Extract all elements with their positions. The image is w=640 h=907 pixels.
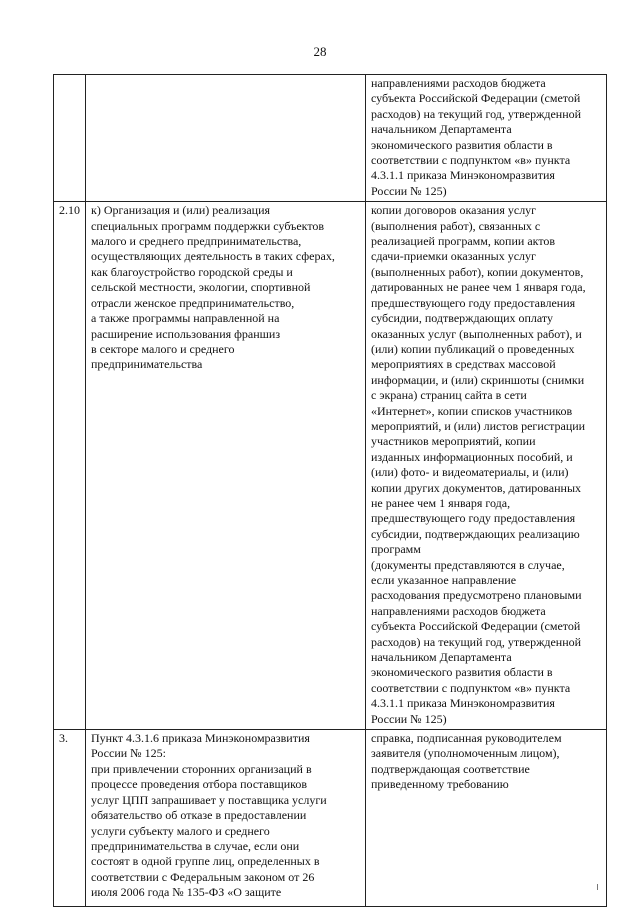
description-cell [86, 75, 366, 202]
documents-cell [366, 730, 607, 907]
table-row [54, 202, 607, 730]
row-documents: направлениями расходов бюджета субъекта Российской Федерации (сметой расходов) на текущий год, утвержденной начальником Департамента экономического развития области в соответствии с подпунктом «в» пункта 4.3.1.1 приказа Минэкономразвития России № 125) [371, 76, 582, 198]
row-number: 2.10 [59, 203, 80, 218]
description-cell [86, 730, 366, 907]
table-row [54, 730, 607, 907]
page-number: 28 [313, 44, 327, 59]
row-description: к) Организация и (или) реализация специальных программ поддержки субъектов малого и среднего предпринимательства, осуществляющих деятельность в таких сферах, как благоустройство городской среды и сельской местности, экологии, спортивной отрасли женское предпринимательство, а также программы направленной на расширение использования франшиз в секторе малого и среднего предпринимательства [91, 203, 335, 372]
row-number-cell [54, 202, 86, 730]
row-documents: копии договоров оказания услуг (выполнения работ), связанных с реализацией программ, копии актов сдачи-приемки оказанных услуг (выполненных работ), копии документов, датированных не ранее чем 1 января года, предшествующего году предоставления субсидии, подтверждающих оплату оказанных услуг (выполненных работ), и (или) копии публикаций о проведенных мероприятиях в средствах массовой информации, и (или) скриншоты (снимки с экрана) страниц сайта в сети «Интернет», копии списков участников мероприятий, и (или) листов регистрации участников мероприятий, копии изданных информационных пособий, и (или) фото- и видеоматериалы, и (или) копии других документов, датированных не ранее чем 1 января года, предшествующего году предоставления субсидии, подтверждающих реализацию программ (документы представляются в случае, если указанное направление расходования предусмотрено плановыми направлениями расходов бюджета субъекта Российской Федерации (сметой расходов) на текущий год, утвержденной начальником Департамента экономического развития области в соответствии с подпунктом «в» пункта 4.3.1.1 приказа Минэкономразвития России № 125) [371, 203, 586, 726]
documents-cell [366, 202, 607, 730]
row-number-cell [54, 730, 86, 907]
requirements-table [53, 74, 607, 907]
scan-mark [597, 884, 598, 890]
row-number: 3. [59, 731, 68, 746]
description-cell [86, 202, 366, 730]
table-row [54, 75, 607, 202]
row-description: Пункт 4.3.1.6 приказа Минэкономразвития России № 125: при привлечении сторонних организаций в процессе проведения отбора поставщиков услуг ЦПП запрашивает у поставщика услуги обязательство об отказе в предоставлении услуги субъекту малого и среднего предпринимательства в случае, если они состоят в одной группе лиц, определенных в соответствии с Федеральным законом от 26 июля 2006 года № 135-ФЗ «О защите [91, 731, 327, 900]
row-number-cell [54, 75, 86, 202]
documents-cell [366, 75, 607, 202]
row-documents: справка, подписанная руководителем заявителя (уполномоченным лицом), подтверждающая соответствие приведенному требованию [371, 731, 562, 792]
